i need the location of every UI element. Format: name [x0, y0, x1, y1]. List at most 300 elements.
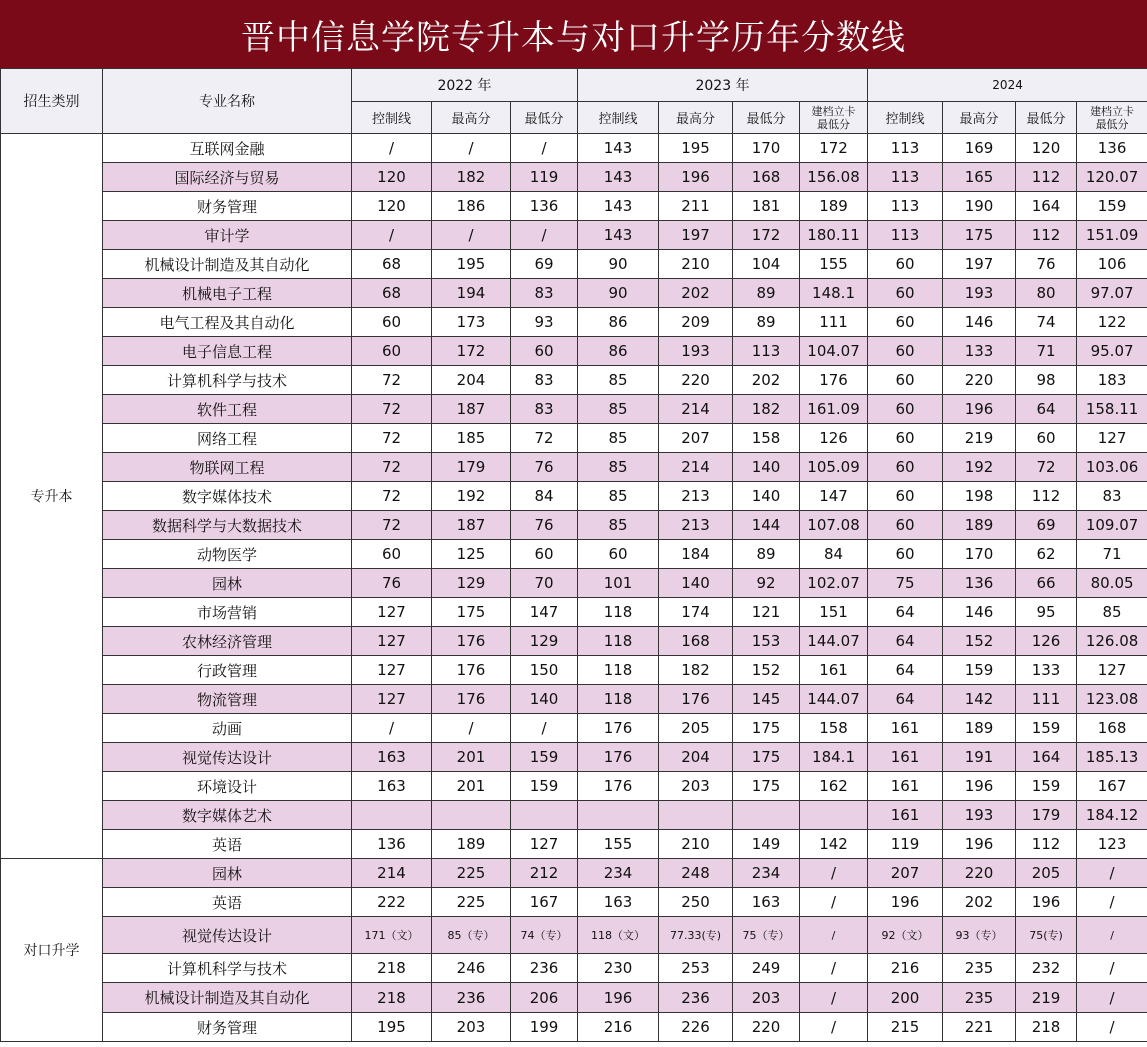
score-cell: 143	[578, 192, 659, 221]
score-cell: 72	[511, 424, 578, 453]
score-cell: 60	[868, 308, 943, 337]
score-cell: 170	[733, 134, 800, 163]
major-name-cell: 机械设计制造及其自动化	[103, 983, 352, 1013]
score-cell: 164	[1016, 192, 1077, 221]
score-cell: 85	[578, 511, 659, 540]
score-cell: 192	[943, 453, 1016, 482]
score-cell: /	[1077, 859, 1147, 888]
score-cell: 219	[943, 424, 1016, 453]
score-cell: 250	[659, 888, 733, 917]
score-cell: 158	[800, 714, 868, 743]
score-cell: 168	[733, 163, 800, 192]
score-cell: 126	[800, 424, 868, 453]
header-2024-poverty-min: 建档立卡 最低分	[1077, 102, 1147, 134]
score-cell: 83	[511, 395, 578, 424]
score-cell: 105.09	[800, 453, 868, 482]
score-cell: 168	[1077, 714, 1147, 743]
score-cell: 176	[432, 685, 511, 714]
score-cell: 175	[733, 714, 800, 743]
score-cell: 158.11	[1077, 395, 1147, 424]
score-cell: 182	[659, 656, 733, 685]
score-cell: 181	[733, 192, 800, 221]
header-2024-min: 最低分	[1016, 102, 1077, 134]
score-cell: 185.13	[1077, 743, 1147, 772]
score-cell: /	[511, 221, 578, 250]
score-cell: /	[352, 221, 432, 250]
score-cell: 214	[659, 395, 733, 424]
score-cell: 236	[432, 983, 511, 1013]
score-cell: 226	[659, 1013, 733, 1042]
score-cell: 198	[943, 482, 1016, 511]
score-cell: 60	[868, 279, 943, 308]
score-cell: 72	[352, 424, 432, 453]
score-cell: 201	[432, 772, 511, 801]
score-cell: 216	[578, 1013, 659, 1042]
table-row	[1, 917, 1147, 954]
score-cell: /	[432, 221, 511, 250]
major-name-cell: 国际经济与贸易	[103, 163, 352, 192]
major-name-cell: 英语	[103, 830, 352, 859]
score-cell: 85	[578, 395, 659, 424]
score-cell: 133	[1016, 656, 1077, 685]
score-cell: 159	[1077, 192, 1147, 221]
score-cell: 72	[1016, 453, 1077, 482]
score-cell: /	[511, 134, 578, 163]
score-cell: 60	[511, 540, 578, 569]
score-cell: 64	[868, 627, 943, 656]
score-cell: 197	[943, 250, 1016, 279]
score-cell: 92（文）	[868, 917, 943, 954]
score-cell: 205	[1016, 859, 1077, 888]
score-cell: 83	[511, 279, 578, 308]
score-cell: 109.07	[1077, 511, 1147, 540]
score-cell: 85	[578, 366, 659, 395]
major-name-cell: 物联网工程	[103, 453, 352, 482]
score-cell: 246	[432, 954, 511, 983]
score-cell	[659, 801, 733, 830]
major-name-cell: 互联网金融	[103, 134, 352, 163]
score-cell: 163	[578, 888, 659, 917]
score-cell: /	[1077, 888, 1147, 917]
score-cell: 185	[432, 424, 511, 453]
major-name-cell: 软件工程	[103, 395, 352, 424]
score-cell: 93（专）	[943, 917, 1016, 954]
score-cell: 127	[352, 598, 432, 627]
score-cell: 172	[432, 337, 511, 366]
score-cell: 168	[659, 627, 733, 656]
score-cell: 86	[578, 337, 659, 366]
score-cell: /	[511, 714, 578, 743]
score-cell: 193	[659, 337, 733, 366]
score-cell: 195	[432, 250, 511, 279]
score-cell: 202	[659, 279, 733, 308]
score-cell: 144.07	[800, 685, 868, 714]
score-cell: 60	[352, 308, 432, 337]
score-cell: 182	[432, 163, 511, 192]
score-cell: 220	[659, 366, 733, 395]
score-cell: 85	[1077, 598, 1147, 627]
score-cell: 90	[578, 250, 659, 279]
score-cell: 196	[1016, 888, 1077, 917]
header-2022-max: 最高分	[432, 102, 511, 134]
score-cell: 140	[511, 685, 578, 714]
page-title: 晋中信息学院专升本与对口升学历年分数线	[0, 0, 1147, 68]
score-cell: 140	[733, 482, 800, 511]
score-cell: 207	[868, 859, 943, 888]
score-cell: 76	[511, 511, 578, 540]
score-cell: 71	[1016, 337, 1077, 366]
score-cell: 60	[868, 482, 943, 511]
score-cell: 64	[868, 685, 943, 714]
score-cell: 133	[943, 337, 1016, 366]
score-cell	[432, 801, 511, 830]
score-cell: 123.08	[1077, 685, 1147, 714]
score-cell: /	[432, 134, 511, 163]
score-cell: 68	[352, 250, 432, 279]
score-cell: 102.07	[800, 569, 868, 598]
score-cell: 84	[511, 482, 578, 511]
major-name-cell: 园林	[103, 859, 352, 888]
score-cell: 60	[868, 511, 943, 540]
score-cell: 189	[800, 192, 868, 221]
score-cell: 89	[733, 279, 800, 308]
major-name-cell: 环境设计	[103, 772, 352, 801]
score-cell: 112	[1016, 482, 1077, 511]
score-cell: 66	[1016, 569, 1077, 598]
score-cell: 136	[352, 830, 432, 859]
table-row	[1, 656, 1147, 685]
score-cell: 68	[352, 279, 432, 308]
score-cell: 72	[352, 482, 432, 511]
major-name-cell: 数字媒体艺术	[103, 801, 352, 830]
score-cell: 196	[943, 830, 1016, 859]
category-cell: 专升本	[1, 134, 103, 859]
table-row	[1, 983, 1147, 1013]
score-cell: 172	[733, 221, 800, 250]
score-cell: 175	[432, 598, 511, 627]
score-cell: 119	[868, 830, 943, 859]
score-cell: 64	[868, 598, 943, 627]
major-name-cell: 数据科学与大数据技术	[103, 511, 352, 540]
major-name-cell: 英语	[103, 888, 352, 917]
score-cell: /	[800, 983, 868, 1013]
major-name-cell: 审计学	[103, 221, 352, 250]
score-cell: 85	[578, 424, 659, 453]
score-cell: 70	[511, 569, 578, 598]
score-cell: 176	[659, 685, 733, 714]
score-cell: /	[432, 714, 511, 743]
score-cell: 125	[432, 540, 511, 569]
major-name-cell: 网络工程	[103, 424, 352, 453]
score-cell: 219	[1016, 983, 1077, 1013]
score-cell: 159	[1016, 772, 1077, 801]
score-cell: 60	[352, 540, 432, 569]
score-cell: 144.07	[800, 627, 868, 656]
score-cell: 203	[733, 983, 800, 1013]
score-cell: 192	[432, 482, 511, 511]
score-cell: 129	[511, 627, 578, 656]
score-cell: 189	[943, 714, 1016, 743]
score-cell: 72	[352, 395, 432, 424]
header-2023-max: 最高分	[659, 102, 733, 134]
score-cell: 187	[432, 395, 511, 424]
table-row	[1, 192, 1147, 221]
score-cell: 85	[578, 482, 659, 511]
score-cell: 152	[943, 627, 1016, 656]
score-cell: 213	[659, 482, 733, 511]
score-cell: 158	[733, 424, 800, 453]
score-cell: 163	[352, 772, 432, 801]
table-row	[1, 627, 1147, 656]
score-cell: 184.12	[1077, 801, 1147, 830]
score-cell: 204	[659, 743, 733, 772]
score-cell: 194	[432, 279, 511, 308]
table-row	[1, 279, 1147, 308]
score-cell: 146	[943, 308, 1016, 337]
score-cell: 222	[352, 888, 432, 917]
score-cell: 253	[659, 954, 733, 983]
score-cell: /	[1077, 1013, 1147, 1042]
score-cell: 184.1	[800, 743, 868, 772]
table-row	[1, 395, 1147, 424]
table-body	[1, 134, 1147, 1042]
score-cell: 120	[1016, 134, 1077, 163]
score-cell: 98	[1016, 366, 1077, 395]
table-row	[1, 134, 1147, 163]
score-cell: 113	[868, 134, 943, 163]
major-name-cell: 机械设计制造及其自动化	[103, 250, 352, 279]
score-cell: 118（文）	[578, 917, 659, 954]
score-cell: 113	[868, 163, 943, 192]
score-cell: 113	[733, 337, 800, 366]
score-cell: 205	[659, 714, 733, 743]
score-cell: /	[800, 917, 868, 954]
header-year-2022: 2022 年	[352, 69, 578, 102]
table-row	[1, 1013, 1147, 1042]
table-row	[1, 308, 1147, 337]
score-cell: 119	[511, 163, 578, 192]
score-cell: 164	[1016, 743, 1077, 772]
score-cell: 218	[1016, 1013, 1077, 1042]
score-cell: 161	[868, 743, 943, 772]
score-cell: 136	[1077, 134, 1147, 163]
score-cell	[578, 801, 659, 830]
score-cell: 80	[1016, 279, 1077, 308]
table-row	[1, 250, 1147, 279]
score-cell: 64	[1016, 395, 1077, 424]
score-cell	[352, 801, 432, 830]
score-cell: 195	[352, 1013, 432, 1042]
score-cell: 121	[733, 598, 800, 627]
score-cell: 172	[800, 134, 868, 163]
score-cell: 69	[511, 250, 578, 279]
table-row	[1, 163, 1147, 192]
score-cell: 129	[432, 569, 511, 598]
score-cell: 118	[578, 685, 659, 714]
score-cell: 118	[578, 656, 659, 685]
score-cell: 169	[943, 134, 1016, 163]
header-major: 专业名称	[103, 69, 352, 134]
score-cell: 199	[511, 1013, 578, 1042]
score-cell: 60	[868, 540, 943, 569]
score-cell: 62	[1016, 540, 1077, 569]
score-cell: 203	[432, 1013, 511, 1042]
major-name-cell: 动物医学	[103, 540, 352, 569]
score-cell: /	[1077, 954, 1147, 983]
score-cell: 197	[659, 221, 733, 250]
score-cell: 145	[733, 685, 800, 714]
table-row	[1, 221, 1147, 250]
score-cell: 111	[1016, 685, 1077, 714]
score-cell: 60	[868, 366, 943, 395]
score-cell: 113	[868, 192, 943, 221]
header-2023-poverty-min: 建档立卡 最低分	[800, 102, 868, 134]
score-cell: 167	[1077, 772, 1147, 801]
score-cell: 147	[511, 598, 578, 627]
score-cell: 176	[578, 743, 659, 772]
score-cell: 215	[868, 1013, 943, 1042]
score-cell: 200	[868, 983, 943, 1013]
score-cell: 64	[868, 656, 943, 685]
score-cell: 60	[1016, 424, 1077, 453]
score-cell: /	[800, 859, 868, 888]
major-name-cell: 视觉传达设计	[103, 743, 352, 772]
score-cell: 144	[733, 511, 800, 540]
score-cell: 123	[1077, 830, 1147, 859]
score-cell: 112	[1016, 163, 1077, 192]
score-cell: 85	[578, 453, 659, 482]
score-cell: 163	[733, 888, 800, 917]
score-cell: 143	[578, 134, 659, 163]
header-year-2023: 2023 年	[578, 69, 868, 102]
score-cell: 221	[943, 1013, 1016, 1042]
score-cell: 176	[578, 772, 659, 801]
score-cell: 89	[733, 540, 800, 569]
major-name-cell: 农林经济管理	[103, 627, 352, 656]
score-cell: 60	[578, 540, 659, 569]
score-cell: 60	[868, 453, 943, 482]
major-name-cell: 视觉传达设计	[103, 917, 352, 954]
score-cell: 196	[659, 163, 733, 192]
score-cell: 97.07	[1077, 279, 1147, 308]
score-cell: 193	[943, 279, 1016, 308]
header-2024-control: 控制线	[868, 102, 943, 134]
score-cell: 112	[1016, 830, 1077, 859]
score-cell: 60	[868, 250, 943, 279]
score-cell: 76	[1016, 250, 1077, 279]
score-cell: 176	[578, 714, 659, 743]
score-cell: 151	[800, 598, 868, 627]
score-cell: 127	[352, 627, 432, 656]
major-name-cell: 机械电子工程	[103, 279, 352, 308]
score-cell: 127	[352, 656, 432, 685]
score-cell: 150	[511, 656, 578, 685]
score-cell: 126.08	[1077, 627, 1147, 656]
table-row	[1, 714, 1147, 743]
score-cell: 170	[943, 540, 1016, 569]
score-cell: 83	[1077, 482, 1147, 511]
score-cell: 127	[1077, 656, 1147, 685]
score-cell: 236	[659, 983, 733, 1013]
score-cell: /	[800, 1013, 868, 1042]
score-cell: 174	[659, 598, 733, 627]
score-cell: 212	[511, 859, 578, 888]
major-name-cell: 计算机科学与技术	[103, 954, 352, 983]
score-cell: 210	[659, 830, 733, 859]
score-cell: 225	[432, 859, 511, 888]
score-cell: 161	[868, 801, 943, 830]
score-cell: 104.07	[800, 337, 868, 366]
score-cell: 136	[943, 569, 1016, 598]
score-cell: 189	[432, 830, 511, 859]
category-cell: 对口升学	[1, 859, 103, 1042]
score-cell: 147	[800, 482, 868, 511]
score-cell: 127	[352, 685, 432, 714]
score-cell: 156.08	[800, 163, 868, 192]
score-cell: 111	[800, 308, 868, 337]
score-cell: 207	[659, 424, 733, 453]
score-cell: 85（专）	[432, 917, 511, 954]
score-cell: 153	[733, 627, 800, 656]
score-cell: 220	[943, 366, 1016, 395]
score-cell: 152	[733, 656, 800, 685]
score-cell: 214	[352, 859, 432, 888]
score-cell: 171（文）	[352, 917, 432, 954]
score-cell: 225	[432, 888, 511, 917]
score-cell: 202	[943, 888, 1016, 917]
score-cell: 107.08	[800, 511, 868, 540]
score-cell: 163	[352, 743, 432, 772]
header-year-2024: 2024	[868, 69, 1147, 102]
score-cell: 126	[1016, 627, 1077, 656]
score-cell: 120	[352, 163, 432, 192]
header-2023-min: 最低分	[733, 102, 800, 134]
score-cell: 248	[659, 859, 733, 888]
score-cell: 103.06	[1077, 453, 1147, 482]
table-row	[1, 453, 1147, 482]
score-cell: 184	[659, 540, 733, 569]
score-cell: 173	[432, 308, 511, 337]
score-cell: 71	[1077, 540, 1147, 569]
score-cell: 75(专)	[1016, 917, 1077, 954]
score-cell: 165	[943, 163, 1016, 192]
score-cell: 80.05	[1077, 569, 1147, 598]
score-cell: 176	[800, 366, 868, 395]
score-cell: 76	[352, 569, 432, 598]
score-cell: 191	[943, 743, 1016, 772]
score-cell: 202	[733, 366, 800, 395]
score-cell: 220	[733, 1013, 800, 1042]
score-cell: 189	[943, 511, 1016, 540]
score-cell: 120.07	[1077, 163, 1147, 192]
score-cell: 140	[659, 569, 733, 598]
major-name-cell: 电气工程及其自动化	[103, 308, 352, 337]
score-cell: 234	[733, 859, 800, 888]
score-cell: 118	[578, 627, 659, 656]
score-cell: 196	[943, 772, 1016, 801]
score-cell: 161	[800, 656, 868, 685]
score-cell: 176	[432, 627, 511, 656]
score-cell: 118	[578, 598, 659, 627]
header-2023-control: 控制线	[578, 102, 659, 134]
score-cell: 104	[733, 250, 800, 279]
score-cell: 69	[1016, 511, 1077, 540]
score-cell: 175	[733, 743, 800, 772]
score-cell	[733, 801, 800, 830]
score-cell: /	[1077, 917, 1147, 954]
score-cell: 60	[868, 424, 943, 453]
score-cell: 142	[800, 830, 868, 859]
